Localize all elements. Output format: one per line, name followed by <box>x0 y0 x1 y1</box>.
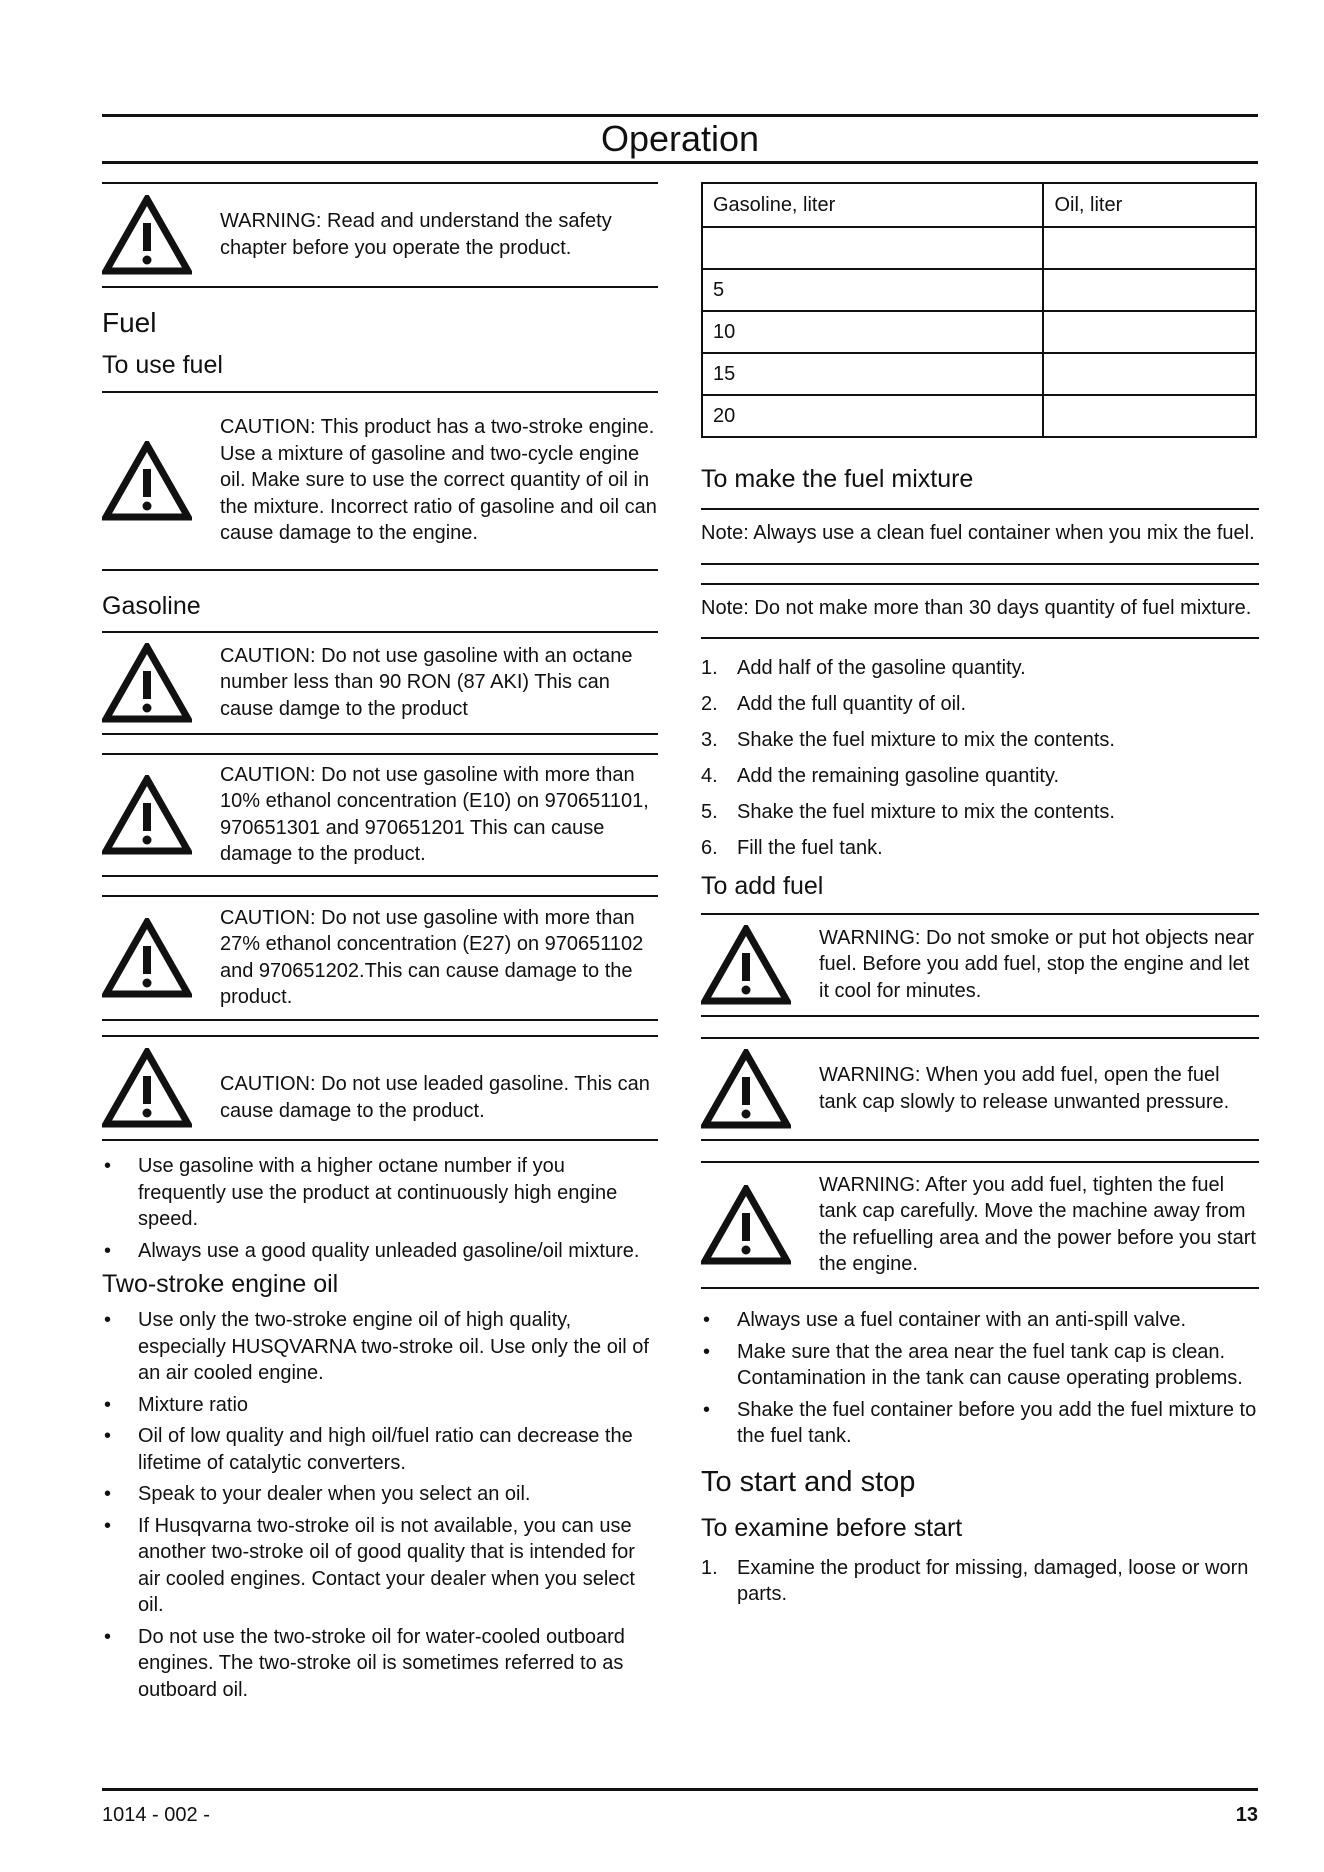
table-cell: 20 <box>702 395 1043 437</box>
oil-heading: Two-stroke engine oil <box>102 1270 339 1298</box>
list-item: • Do not use the two-stroke oil for water-cooled outboard engines. The two-stroke oil is sometimes referred to as outboard oil. <box>102 1624 658 1704</box>
warning-cap-notice <box>701 1037 1259 1141</box>
notice-label: CAUTION: <box>220 1073 316 1095</box>
mixture-heading: To make the fuel mixture <box>701 465 974 493</box>
warning-triangle-icon <box>102 918 220 998</box>
footer-doc-number: 1014 - 002 - <box>102 1804 210 1826</box>
note-label: Note: <box>701 596 749 619</box>
list-item: • Speak to your dealer when you select an oil. <box>102 1481 658 1508</box>
gasoline-heading: Gasoline <box>102 592 201 620</box>
list-item: • Use only the two-stroke engine oil of high quality, especially HUSQVARNA two-stroke oil. Use only the oil of an air cooled engine. <box>102 1307 658 1387</box>
left-column <box>102 182 658 1708</box>
list-item: 2. Add the full quantity of oil. <box>701 693 967 715</box>
notice-text: When you add fuel, open the fuel tank cap slowly to release unwanted pressure. <box>819 1064 1230 1113</box>
table-row <box>702 227 1256 269</box>
notice-label: CAUTION: <box>220 763 316 786</box>
table-header-cell: Oil, liter <box>1043 183 1256 227</box>
note-label: Note: <box>701 522 749 544</box>
notice-label: CAUTION: <box>220 644 316 667</box>
table-cell <box>1043 353 1256 395</box>
list-item: 6. Fill the fuel tank. <box>701 837 883 859</box>
table-cell <box>1043 227 1256 269</box>
table-row <box>702 353 1256 395</box>
notice-label: CAUTION: <box>220 906 316 929</box>
warning-triangle-icon <box>102 775 220 855</box>
notice-text: After you add fuel, tighten the fuel tank cap carefully. Move the machine away from the refuelling area and the power before you start the engine. <box>819 1173 1256 1275</box>
fuel-oil-table <box>701 182 1257 438</box>
warning-triangle-icon <box>102 441 220 521</box>
examine-steps-list <box>701 1555 1259 1608</box>
start-stop-heading: To start and stop <box>701 1465 916 1498</box>
oil-bullet-list <box>102 1307 658 1703</box>
caution-octane-notice <box>102 631 658 735</box>
table-cell <box>702 227 1043 269</box>
warning-safety-notice <box>102 182 658 288</box>
note-days-limit <box>701 583 1259 640</box>
list-item: 1. Add half of the gasoline quantity. <box>701 657 1026 679</box>
right-column <box>701 182 1259 1617</box>
notice-text: Do not use leaded gasoline. This can cause damage to the product. <box>220 1073 650 1122</box>
list-item: • If Husqvarna two-stroke oil is not available, you can use another two-stroke oil of good quality that is intended for air cooled engines. Contact your dealer when you select oil. <box>102 1513 658 1619</box>
note-text: Do not make more than 30 days quantity of fuel mixture. <box>748 596 1252 619</box>
list-item: 5. Shake the fuel mixture to mix the contents. <box>701 801 1115 823</box>
caution-two-stroke-notice <box>102 391 658 571</box>
notice-label: WARNING: <box>819 1064 921 1086</box>
list-item: 4. Add the remaining gasoline quantity. <box>701 765 1060 787</box>
notice-label: WARNING: <box>220 210 322 232</box>
notice-text: Do not use gasoline with more than 10% ethanol concentration (E10) on 970651101, 970651301 and 970651201 This can cause damage to the product. <box>220 763 649 865</box>
table-cell <box>1043 269 1256 311</box>
table-cell: 5 <box>702 269 1043 311</box>
list-item: • Use gasoline with a higher octane number if you frequently use the product at continuously high engine speed. <box>102 1153 658 1233</box>
table-row <box>702 311 1256 353</box>
caution-e27-notice <box>102 895 658 1021</box>
gasoline-bullet-list <box>102 1153 658 1264</box>
list-item: • Oil of low quality and high oil/fuel ratio can decrease the lifetime of catalytic converters. <box>102 1423 658 1476</box>
use-fuel-heading: To use fuel <box>102 351 223 379</box>
warning-triangle-icon <box>102 1048 220 1128</box>
examine-heading: To examine before start <box>701 1513 963 1542</box>
list-item: • Mixture ratio <box>102 1392 658 1419</box>
notice-label: CAUTION: <box>220 416 316 439</box>
list-item: • Always use a good quality unleaded gasoline/oil mixture. <box>102 1238 658 1265</box>
notice-text: Read and understand the safety chapter before you operate the product. <box>220 210 612 259</box>
table-cell: 15 <box>702 353 1043 395</box>
note-text: Always use a clean fuel container when you mix the fuel. <box>748 522 1255 544</box>
table-header-row <box>702 183 1256 227</box>
list-item: • Always use a fuel container with an anti-spill valve. <box>701 1307 1259 1334</box>
note-clean-container <box>701 508 1259 565</box>
notice-text: Do not use gasoline with more than 27% ethanol concentration (E27) on 970651102 and 970651202.This can cause damage to the product. <box>220 906 644 1008</box>
page-title: Operation <box>600 118 760 159</box>
mixture-steps-list <box>701 655 1259 862</box>
list-item: 3. Shake the fuel mixture to mix the contents. <box>701 729 1115 751</box>
warning-triangle-icon <box>102 195 220 275</box>
warning-triangle-icon <box>701 1185 819 1265</box>
notice-text: Do not smoke or put hot objects near fuel. Before you add fuel, stop the engine and let it cool for minutes. <box>819 926 1254 1002</box>
table-cell <box>1043 311 1256 353</box>
list-item: • Shake the fuel container before you add the fuel mixture to the fuel tank. <box>701 1397 1259 1450</box>
table-header-cell: Gasoline, liter <box>702 183 1043 227</box>
warning-tighten-notice <box>701 1161 1259 1289</box>
table-cell <box>1043 395 1256 437</box>
table-row <box>702 395 1256 437</box>
caution-e10-notice <box>102 753 658 877</box>
notice-text: This product has a two-stroke engine. Use a mixture of gasoline and two-cycle engine oil. Make sure to use the correct quantity of oil in the mixture. Incorrect ratio of gasoline and oil can cause damage to the engine. <box>220 416 657 545</box>
list-item: • Make sure that the area near the fuel tank cap is clean. Contamination in the tank can cause operating problems. <box>701 1339 1259 1392</box>
add-fuel-heading: To add fuel <box>701 872 824 900</box>
warning-triangle-icon <box>102 643 220 723</box>
table-row <box>702 269 1256 311</box>
add-fuel-bullet-list <box>701 1307 1259 1450</box>
caution-leaded-notice <box>102 1035 658 1141</box>
fuel-heading: Fuel <box>102 307 157 338</box>
footer-page-number: 13 <box>1235 1804 1258 1826</box>
warning-smoke-notice <box>701 913 1259 1017</box>
list-item: 1. Examine the product for missing, damaged, loose or worn parts. <box>701 1556 1249 1605</box>
warning-triangle-icon <box>701 925 819 1005</box>
table-cell: 10 <box>702 311 1043 353</box>
warning-triangle-icon <box>701 1049 819 1129</box>
notice-label: WARNING: <box>819 1173 921 1196</box>
notice-label: WARNING: <box>819 926 921 949</box>
page-title-bar <box>102 114 1258 164</box>
notice-text: Do not use gasoline with an octane number less than 90 RON (87 AKI) This can cause damge to the product <box>220 644 633 720</box>
footer-rule <box>102 1788 1258 1791</box>
